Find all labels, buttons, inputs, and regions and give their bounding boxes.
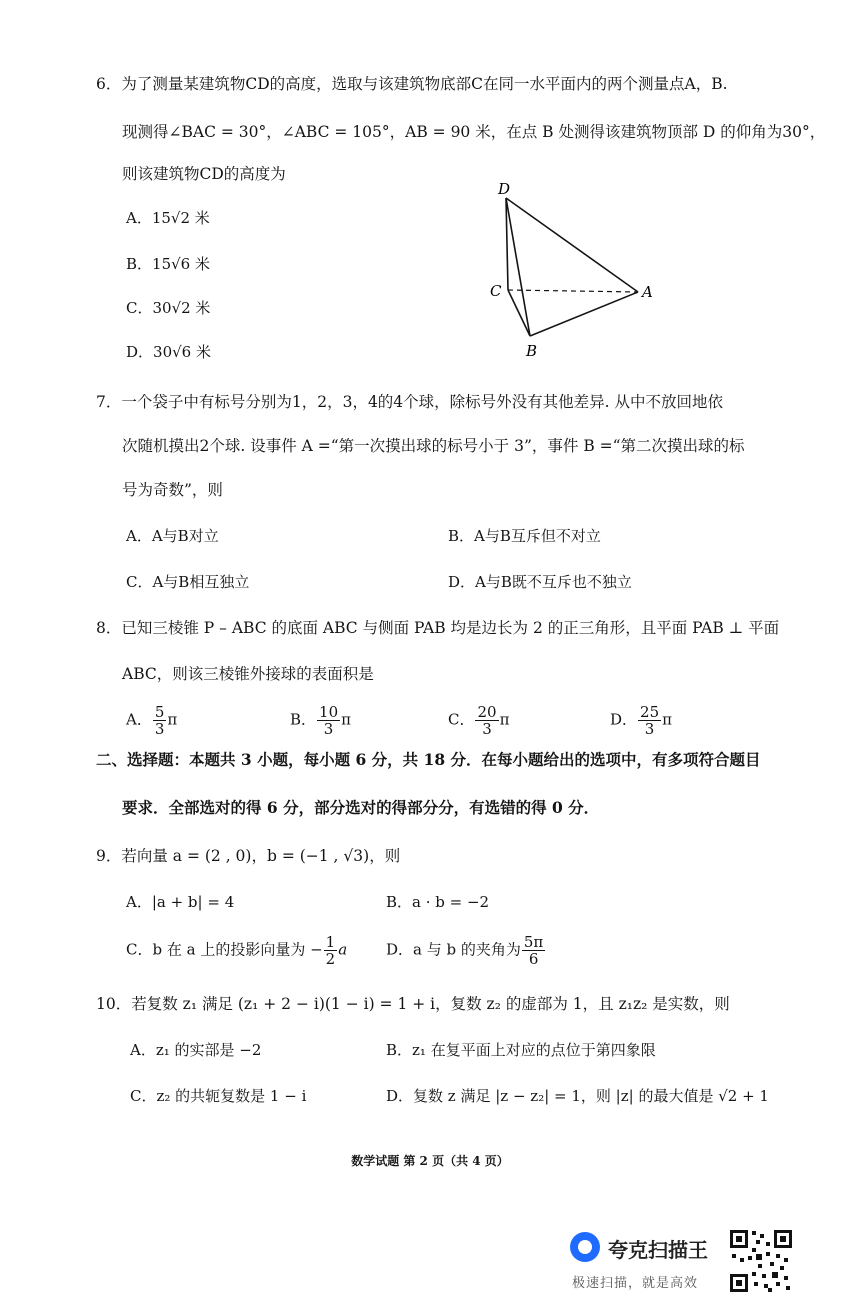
q6-line-1: 6．为了测量某建筑物CD的高度，选取与该建筑物底部C在同一水平面内的两个测量点A，B. — [96, 75, 728, 93]
q9-option-d-num: 5π — [523, 933, 544, 951]
q7-option-a: A．A与B对立 — [126, 527, 219, 545]
q8-option-a — [126, 704, 177, 737]
q10-line-1: 10．若复数 z₁ 满足 (z₁ + 2 − i)(1 − i) = 1 + i，复数 z₂ 的虚部为 1，且 z₁z₂ 是实数，则 — [96, 995, 730, 1013]
q8-option-b-den: 3 — [323, 720, 334, 738]
q10-option-c: C．z₂ 的共轭复数是 1 − i — [130, 1087, 307, 1105]
q6-line-3: 则该建筑物CD的高度为 — [122, 165, 286, 183]
label-a: A — [642, 283, 653, 301]
q6-option-c: C．30√2 米 — [126, 299, 211, 317]
q9-option-b: B．a · b = −2 — [386, 893, 490, 911]
q9-option-c — [126, 934, 347, 967]
q8-line-1: 8．已知三棱锥 P – ABC 的底面 ABC 与侧面 PAB 均是边长为 2 的正三角形，且平面 PAB ⊥ 平面 — [96, 619, 780, 637]
q9-option-c-den: 2 — [325, 950, 336, 968]
label-b: B — [526, 342, 538, 360]
qr-code-icon — [728, 1228, 794, 1294]
q8-option-d — [610, 704, 672, 737]
q9-line-1: 9．若向量 a = (2 , 0)，b = (−1 , √3)，则 — [96, 847, 401, 865]
q8-option-c — [448, 704, 509, 737]
q9-option-d — [386, 934, 546, 967]
q8-option-a-den: 3 — [154, 720, 165, 738]
q9-option-c-num: 1 — [325, 933, 336, 951]
q9-option-a: A．|a + b| = 4 — [126, 893, 235, 911]
q6-line-2: 现测得∠BAC = 30°，∠ABC = 105°，AB = 90 米，在点 B 处测得该建筑物顶部 D 的仰角为30°， — [122, 123, 826, 141]
watermark-brand: 夸克扫描王 — [608, 1238, 708, 1262]
q8-option-b-label: B． — [290, 710, 317, 729]
q7-line-1: 7．一个袋子中有标号分别为1，2，3，4的4个球，除标号外没有其他差异. 从中不放回地依 — [96, 393, 724, 411]
tetrahedron-diagram — [478, 176, 678, 362]
q6-option-b: B．15√6 米 — [126, 255, 210, 273]
q6-option-d: D．30√6 米 — [126, 343, 211, 361]
q8-line-2: ABC，则该三棱锥外接球的表面积是 — [122, 665, 374, 683]
q7-option-c: C．A与B相互独立 — [126, 573, 250, 591]
q8-option-d-den: 3 — [644, 720, 655, 738]
scanner-watermark — [570, 1228, 800, 1300]
q8-option-a-num: 5 — [154, 703, 165, 721]
q8-option-b-num: 10 — [319, 703, 339, 721]
q10-option-d: D．复数 z 满足 |z − z₂| = 1，则 |z| 的最大值是 √2 + 1 — [386, 1087, 769, 1105]
q8-option-c-den: 3 — [482, 720, 492, 738]
watermark-tagline: 极速扫描，就是高效 — [572, 1276, 699, 1291]
q8-option-a-pi: π — [167, 710, 178, 729]
quark-logo-icon — [570, 1232, 600, 1262]
q9-option-c-vector: a — [338, 940, 348, 959]
q8-option-c-num: 20 — [477, 703, 497, 721]
q8-option-d-num: 25 — [640, 703, 660, 721]
q7-line-2: 次随机摸出2个球. 设事件 A =“第一次摸出球的标号小于 3”，事件 B =“第二次摸出球的标 — [122, 437, 745, 455]
label-d: D — [498, 180, 511, 198]
q7-option-d: D．A与B既不互斥也不独立 — [448, 573, 632, 591]
q7-option-b: B．A与B互斥但不对立 — [448, 527, 601, 545]
q8-option-a-label: A． — [126, 710, 152, 729]
q8-option-d-pi: π — [662, 710, 672, 729]
q9-option-d-text: D．a 与 b 的夹角为 — [386, 940, 521, 959]
q9-option-c-text: C．b 在 a 上的投影向量为 − — [126, 940, 323, 959]
section2-heading-line-1: 二、选择题：本题共 3 小题，每小题 6 分，共 18 分．在每小题给出的选项中，有多项符合题目 — [96, 750, 761, 769]
q7-line-3: 号为奇数”，则 — [122, 481, 223, 499]
q10-option-b: B．z₁ 在复平面上对应的点位于第四象限 — [386, 1041, 656, 1059]
q9-option-d-den: 6 — [528, 950, 539, 968]
q8-option-b-pi: π — [341, 710, 351, 729]
q6-option-a: A．15√2 米 — [126, 209, 210, 227]
page-footer: 数学试题 第 2 页（共 4 页） — [351, 1154, 509, 1168]
q8-option-d-label: D． — [610, 710, 638, 729]
q8-option-c-label: C． — [448, 710, 475, 729]
label-c: C — [490, 282, 502, 300]
q10-option-a: A．z₁ 的实部是 −2 — [130, 1041, 262, 1059]
q8-option-c-pi: π — [499, 710, 510, 729]
q8-option-b — [290, 704, 351, 737]
section2-heading-line-2: 要求．全部选对的得 6 分，部分选对的得部分分，有选错的得 0 分． — [122, 798, 600, 817]
